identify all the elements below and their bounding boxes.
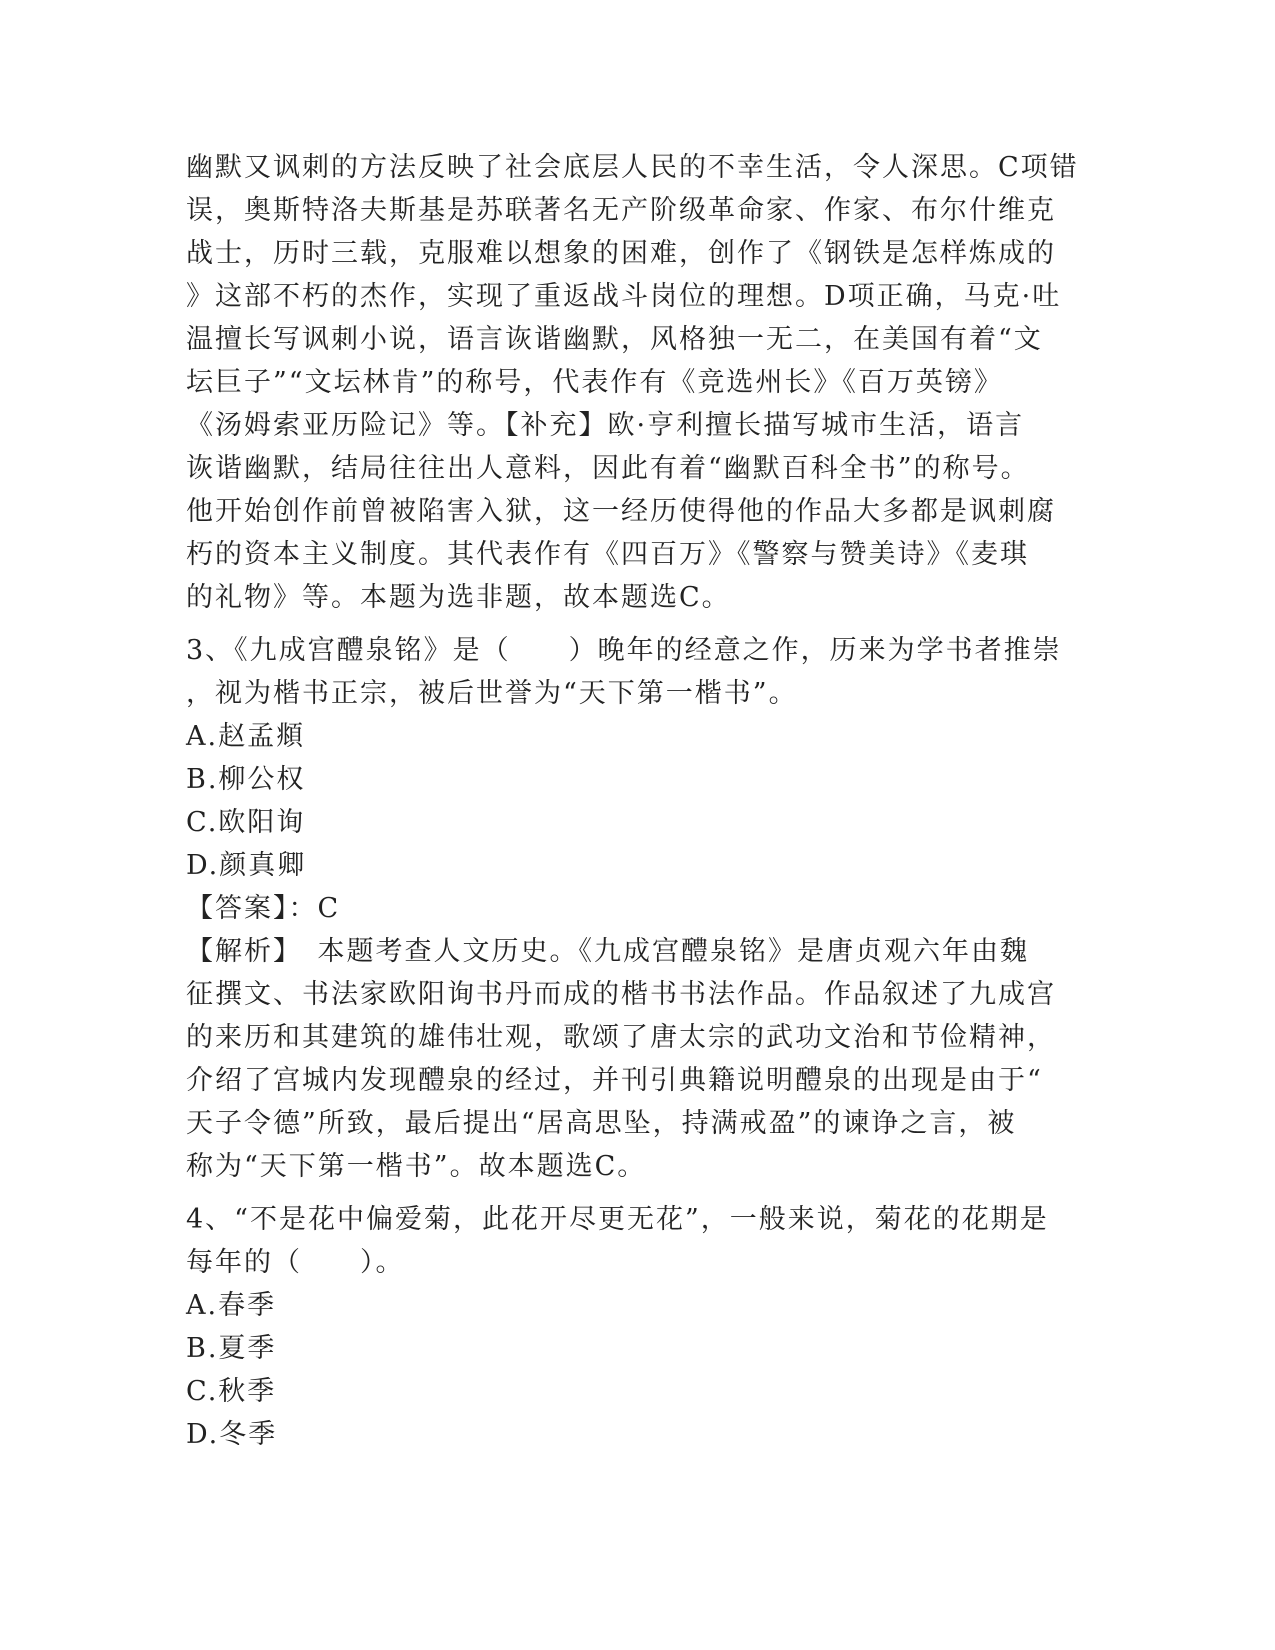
document-page [186, 146, 1086, 1456]
explanation-line: 征撰文、书法家欧阳询书丹而成的楷书书法作品。作品叙述了九成宫 [186, 979, 1056, 1010]
question-stem: 3、《九成宫醴泉铭》是（ ）晚年的经意之作，历来为学书者推崇 [186, 635, 1062, 666]
question-3 [186, 629, 1086, 1188]
question-stem: 4、“不是花中偏爱菊，此花开尽更无花”，一般来说，菊花的花期是 [186, 1204, 1049, 1235]
question-4 [186, 1198, 1086, 1456]
option-d: D.冬季 [186, 1419, 278, 1450]
text-line: 战士，历时三载，克服难以想象的困难，创作了《钢铁是怎样炼成的 [186, 238, 1056, 269]
option-b: B.柳公权 [186, 764, 306, 795]
explanation-line: 天子令德”所致，最后提出“居高思坠，持满戒盈”的谏诤之言，被 [186, 1108, 1017, 1139]
q2-explanation-continued [186, 146, 1086, 619]
text-line: 他开始创作前曾被陷害入狱，这一经历使得他的作品大多都是讽刺腐 [186, 496, 1056, 527]
text-line: 坛巨子”“文坛林肯”的称号，代表作有《竞选州长》《百万英镑》 [186, 367, 1003, 398]
text-line: 的礼物》等。本题为选非题，故本题选C。 [186, 582, 731, 613]
question-stem: ，视为楷书正宗，被后世誉为“天下第一楷书”。 [186, 678, 798, 709]
explanation-line: 的来历和其建筑的雄伟壮观，歌颂了唐太宗的武功文治和节俭精神， [186, 1022, 1056, 1053]
question-stem: 每年的（ ）。 [186, 1247, 405, 1278]
text-line: 《汤姆索亚历险记》等。【补充】欧·亨利擅长描写城市生活，语言 [186, 410, 1025, 441]
text-line: 》这部不朽的杰作，实现了重返战斗岗位的理想。D项正确，马克·吐 [186, 281, 1062, 312]
option-b: B.夏季 [186, 1333, 277, 1364]
option-a: A.春季 [186, 1290, 277, 1321]
option-c: C.欧阳询 [186, 807, 306, 838]
explanation-line: 称为“天下第一楷书”。故本题选C。 [186, 1151, 647, 1182]
explanation-line: 【解析】 本题考查人文历史。《九成宫醴泉铭》是唐贞观六年由魏 [186, 936, 1029, 967]
option-a: A.赵孟頫 [186, 721, 306, 752]
explanation-line: 介绍了宫城内发现醴泉的经过，并刊引典籍说明醴泉的出现是由于“ [186, 1065, 1043, 1096]
option-c: C.秋季 [186, 1376, 277, 1407]
text-line: 误，奥斯特洛夫斯基是苏联著名无产阶级革命家、作家、布尔什维克 [186, 195, 1056, 226]
text-line: 诙谐幽默，结局往往出人意料，因此有着“幽默百科全书”的称号。 [186, 453, 1030, 484]
option-d: D.颜真卿 [186, 850, 307, 881]
text-line: 幽默又讽刺的方法反映了社会底层人民的不幸生活，令人深思。C项错 [186, 152, 1079, 183]
text-line: 朽的资本主义制度。其代表作有《四百万》《警察与赞美诗》《麦琪 [186, 539, 1029, 570]
answer: 【答案】：C [186, 893, 341, 924]
text-line: 温擅长写讽刺小说，语言诙谐幽默，风格独一无二，在美国有着“文 [186, 324, 1043, 355]
